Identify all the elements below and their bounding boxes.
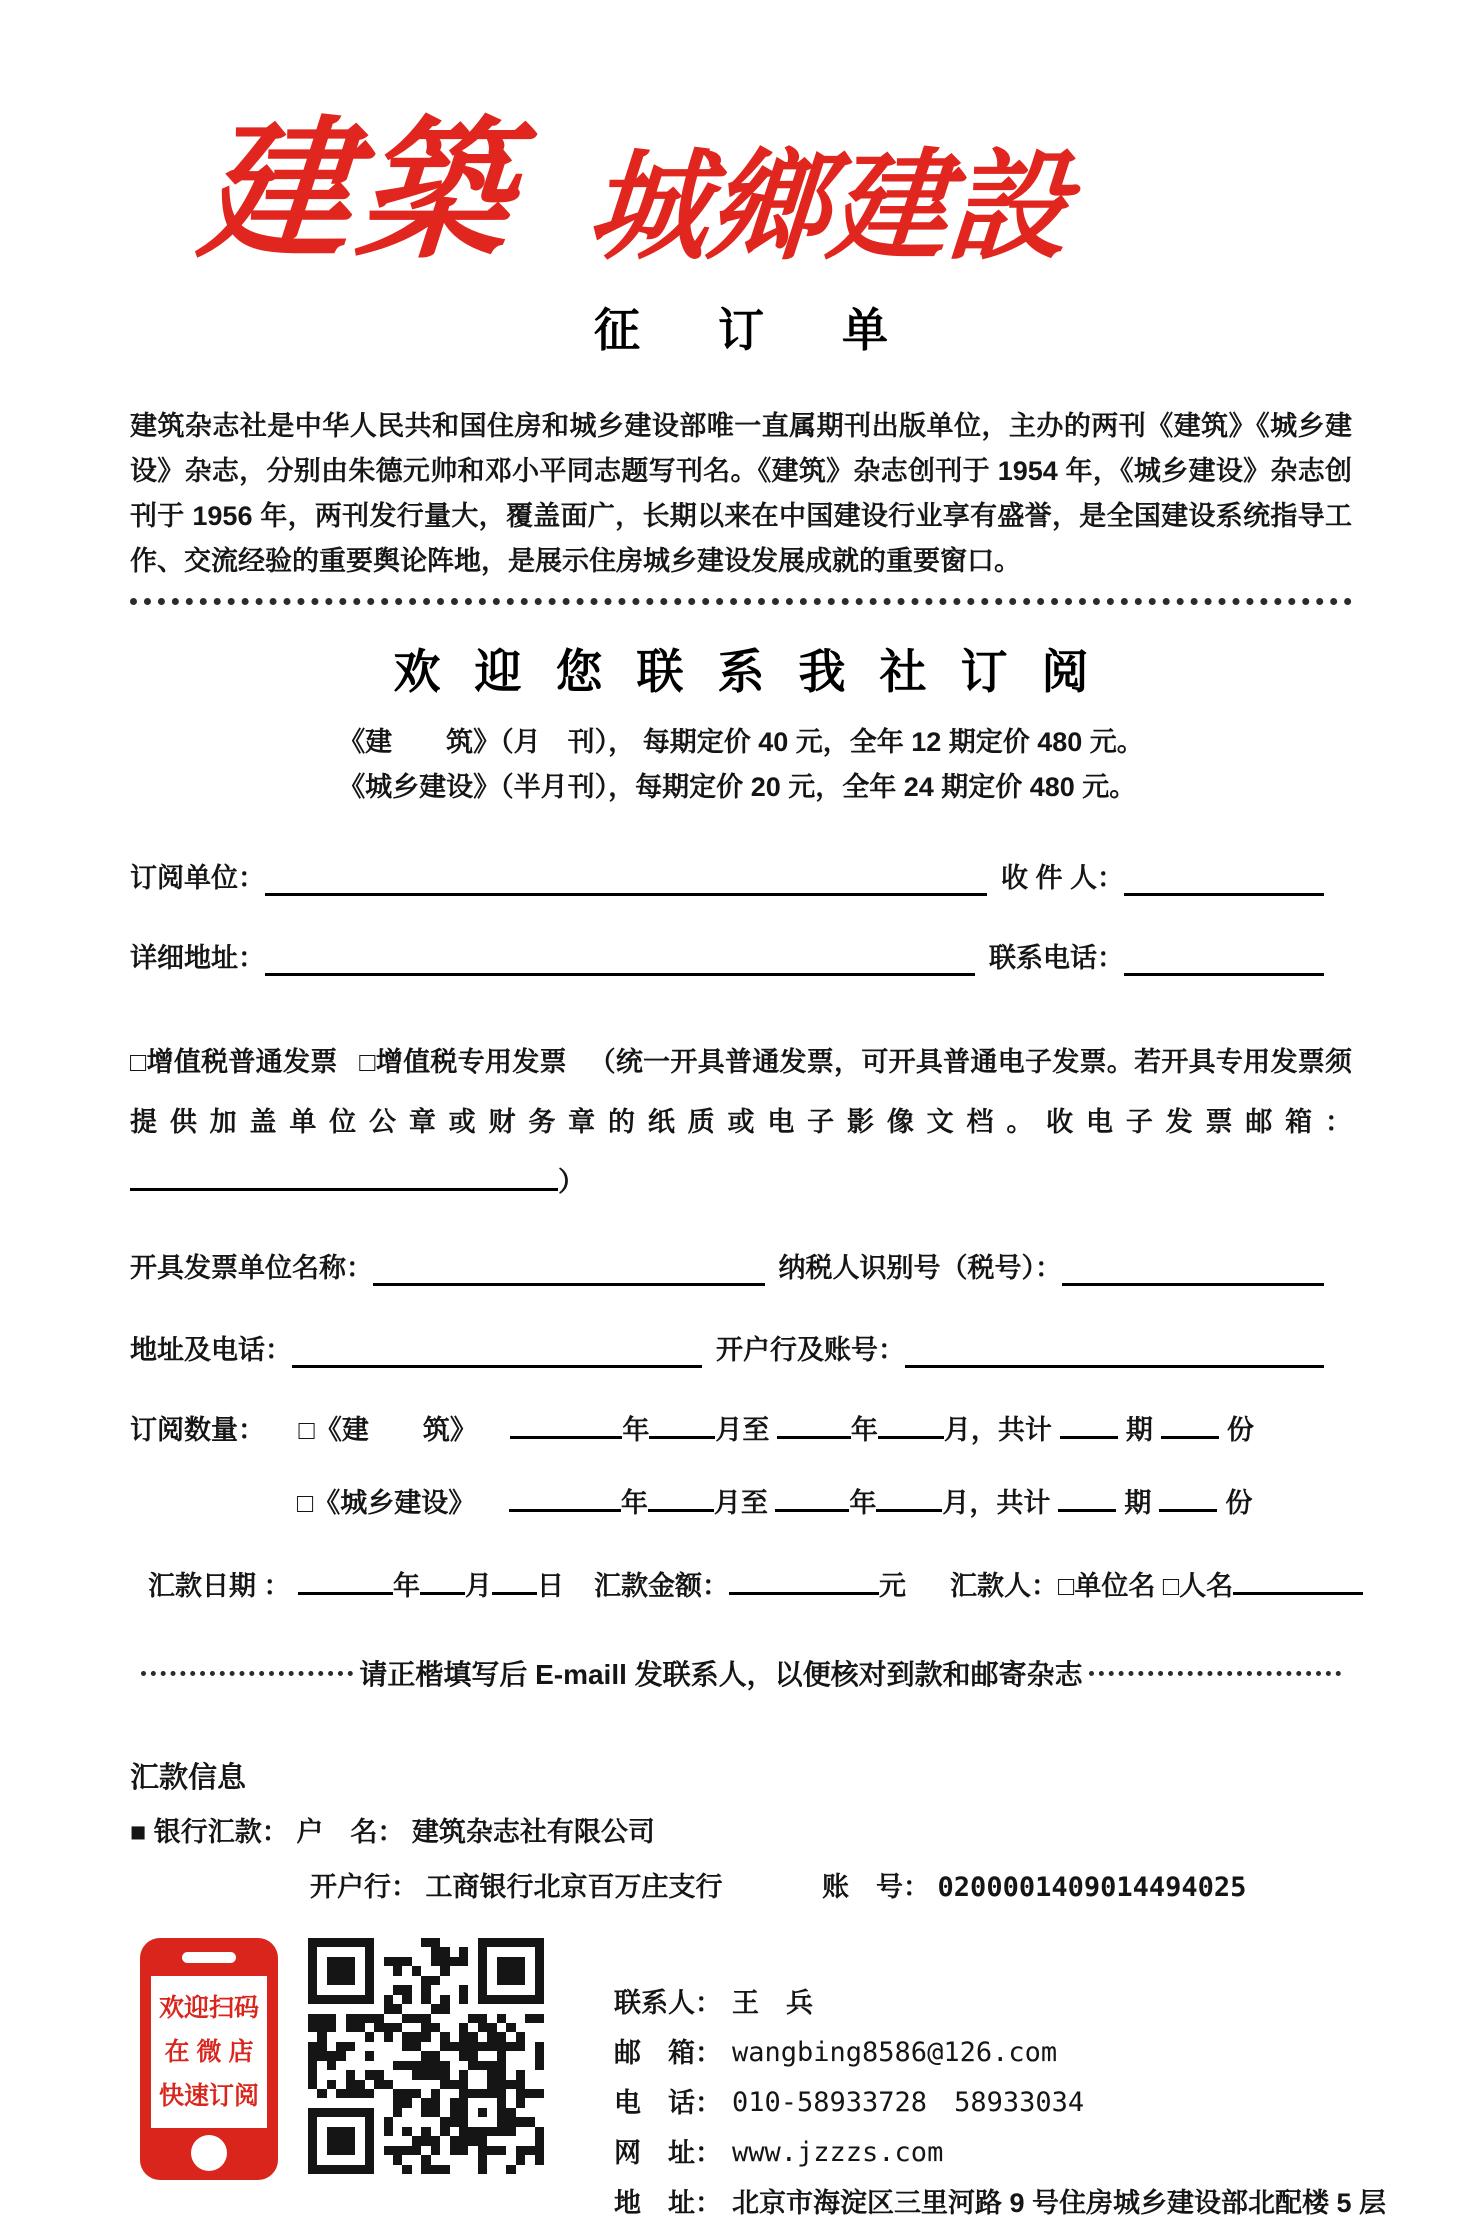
phone-badge-line: 在 微 店 <box>164 2038 254 2066</box>
chengxiang-jianshe-magazine-logo: 城鄉建設 <box>583 141 1073 274</box>
addr-tel-row <box>130 1332 1352 1368</box>
blank-total-periods[interactable] <box>1058 1484 1116 1512</box>
contact-website-value: www.jzzzs.com <box>732 2137 944 2168</box>
contact-row-phone <box>614 2078 1386 2128</box>
phone-badge-line: 快速订阅 <box>158 2082 259 2110</box>
jianzhu-magazine-logo: 建築 <box>194 108 522 276</box>
bank-label: 开户行： <box>310 1872 418 1902</box>
contact-email-label: 邮 箱： <box>614 2038 722 2068</box>
year-label: 年 <box>393 1571 421 1601</box>
welcome-heading: 欢迎您联系我社订阅 <box>393 647 1123 699</box>
contact-row-person <box>614 1978 1386 2028</box>
tax-id-label: 纳税人识别号（税号）： <box>778 1253 1062 1283</box>
blank-copies[interactable] <box>1161 1411 1219 1439</box>
blank-remitter-name[interactable] <box>1233 1567 1363 1595</box>
bank-transfer-label: ■ 银行汇款： <box>130 1817 289 1847</box>
blank-year-to[interactable] <box>775 1484 849 1512</box>
blank-remit-month[interactable] <box>420 1567 465 1595</box>
day-label: 日 <box>537 1571 565 1601</box>
qty-label: 订阅数量： <box>130 1415 265 1445</box>
contact-phone-label: 电 话： <box>614 2088 722 2118</box>
note-dots-right <box>1089 1671 1341 1676</box>
contact-info-block <box>614 1978 1386 2228</box>
note-dots-left <box>141 1671 353 1676</box>
bank-transfer-row <box>130 1810 1352 1849</box>
magazine-logos <box>194 78 1352 276</box>
remitter-person-checkbox[interactable]: □人名 <box>1162 1571 1234 1601</box>
invoice-note-close: ） <box>558 1167 585 1197</box>
contact-row-address <box>614 2178 1386 2228</box>
phone-speaker-icon <box>182 1952 236 1963</box>
blank-subscriber-unit[interactable] <box>265 860 987 896</box>
contact-row-email <box>614 2028 1386 2078</box>
month-total-label: 月，共计 <box>942 1488 1051 1518</box>
price-line-jianzhu: 《建 筑》（月 刊）， 每期定价 40 元，全年 12 期定价 480 元。 <box>338 727 1144 757</box>
blank-month-from[interactable] <box>648 1484 714 1512</box>
price-block <box>130 720 1352 810</box>
contact-phone-label: 联系电话： <box>989 943 1124 973</box>
blank-invoice-company[interactable] <box>373 1250 765 1286</box>
detailed-address-label: 详细地址： <box>130 943 265 973</box>
invoice-company-label: 开具发票单位名称： <box>130 1253 373 1283</box>
bank-value: 工商银行北京百万庄支行 <box>425 1872 723 1902</box>
contact-website-label: 网 址： <box>614 2138 722 2168</box>
year-label: 年 <box>850 1415 878 1445</box>
intro-paragraph: 建筑杂志社是中华人民共和国住房和城乡建设部唯一直属期刊出版单位，主办的两刊《建筑》《城乡建设》杂志，分别由朱德元帅和邓小平同志题写刊名。《建筑》杂志创刊于 1954 年，《城乡建设》杂志创刊于 1956 年，两刊发行量大，覆盖面广，长期以来在中国建设行业享有盛誉，是全国建设系统指导工作、交流经验的重要舆论阵地，是展示住房城乡建设发展成就的重要窗口。 <box>130 411 1352 576</box>
contact-phone-value: 010-58933728 58933034 <box>732 2087 1085 2118</box>
remittance-info-heading: 汇款信息 <box>130 1762 247 1794</box>
year-label: 年 <box>849 1488 877 1518</box>
account-no-label: 账 号： <box>822 1872 931 1902</box>
invoice-company-row <box>130 1250 1352 1286</box>
blank-remit-day[interactable] <box>492 1567 537 1595</box>
qty-row-chengxiang <box>130 1481 1352 1520</box>
blank-tax-id[interactable] <box>1062 1250 1324 1286</box>
blank-total-periods[interactable] <box>1060 1411 1118 1439</box>
address-row <box>130 940 1352 976</box>
recipient-label: 收 件 人： <box>1000 863 1124 893</box>
month-total-label: 月，共计 <box>943 1415 1052 1445</box>
qty-row-jianzhu <box>130 1408 1352 1447</box>
phone-home-button-icon <box>191 2135 227 2171</box>
blank-month-to[interactable] <box>878 1411 944 1439</box>
blank-year-from[interactable] <box>509 1484 621 1512</box>
vat-general-invoice-checkbox[interactable]: □增值税普通发票 <box>130 1047 338 1077</box>
blank-year-from[interactable] <box>510 1411 622 1439</box>
copies-label: 份 <box>1225 1488 1253 1518</box>
blank-bank-account[interactable] <box>905 1332 1324 1368</box>
subscription-form-page <box>0 78 1472 2218</box>
phone-badge-line: 欢迎扫码 <box>158 1994 259 2022</box>
year-label: 年 <box>622 1415 650 1445</box>
blank-month-to[interactable] <box>876 1484 942 1512</box>
contact-email-value: wangbing8586@126.com <box>732 2037 1058 2068</box>
jianzhu-checkbox[interactable]: □《建 筑》 <box>298 1415 477 1445</box>
blank-detailed-address[interactable] <box>265 940 975 976</box>
subscriber-row <box>130 860 1352 896</box>
month-to-label: 月至 <box>713 1488 768 1518</box>
contact-person-label: 联系人： <box>614 1988 722 2018</box>
blank-year-to[interactable] <box>777 1411 851 1439</box>
month-to-label: 月至 <box>715 1415 770 1445</box>
fill-note-line <box>130 1653 1352 1693</box>
remitter-label: 汇款人： <box>950 1571 1059 1601</box>
blank-contact-phone[interactable] <box>1124 940 1324 976</box>
blank-remit-year[interactable] <box>298 1567 393 1595</box>
period-label: 期 <box>1125 1415 1153 1445</box>
remitter-unit-checkbox[interactable]: □单位名 <box>1058 1571 1156 1601</box>
month-label: 月 <box>465 1571 493 1601</box>
fill-note-text: 请正楷填写后 E-maill 发联系人，以便核对到款和邮寄杂志 <box>359 1659 1083 1690</box>
remittance-row <box>130 1564 1352 1603</box>
blank-invoice-email[interactable] <box>130 1163 558 1191</box>
vat-special-invoice-checkbox[interactable]: □增值税专用发票 <box>359 1047 567 1077</box>
yuan-label: 元 <box>879 1571 907 1601</box>
account-name-label: 户 名： <box>296 1817 405 1847</box>
account-no-value: 0200001409014494025 <box>937 1872 1247 1903</box>
invoice-note-text: （统一开具普通发票，可开具普通电子发票。若开具专用发票须提供加盖单位公章或财务章的纸质或电子影像文档。收电子发票邮箱： <box>130 1047 1352 1137</box>
addr-tel-label: 地址及电话： <box>130 1335 292 1365</box>
qr-code <box>308 1938 544 2174</box>
phone-badge-icon <box>140 1938 278 2180</box>
bank-account-label: 开户行及账号： <box>716 1335 905 1365</box>
remit-date-label: 汇款日期 ： <box>148 1571 291 1601</box>
blank-recipient[interactable] <box>1124 860 1324 896</box>
blank-addr-tel[interactable] <box>292 1332 702 1368</box>
chengxiang-checkbox[interactable]: □《城乡建设》 <box>297 1488 476 1518</box>
bank-detail-row <box>130 1865 1352 1904</box>
copies-label: 份 <box>1226 1415 1254 1445</box>
phone-screen <box>151 1976 267 2128</box>
contact-address-value: 北京市海淀区三里河路 9 号住房城乡建设部北配楼 5 层 <box>732 2188 1387 2218</box>
form-title: 征订单 <box>594 305 966 356</box>
remit-amount-label: 汇款金额： <box>594 1571 730 1601</box>
blank-month-from[interactable] <box>649 1411 715 1439</box>
subscriber-unit-label: 订阅单位： <box>130 863 265 893</box>
dotted-separator <box>130 598 1352 605</box>
footer <box>130 1938 1387 2228</box>
blank-copies[interactable] <box>1159 1484 1217 1512</box>
contact-address-label: 地 址： <box>614 2188 722 2218</box>
price-line-chengxiang: 《城乡建设》（半月刊），每期定价 20 元，全年 24 期定价 480 元。 <box>338 772 1137 802</box>
account-name-value: 建筑杂志社有限公司 <box>411 1817 655 1847</box>
period-label: 期 <box>1124 1488 1152 1518</box>
invoice-options-paragraph <box>130 1032 1352 1212</box>
year-label: 年 <box>620 1488 648 1518</box>
blank-remit-amount[interactable] <box>729 1567 879 1595</box>
contact-person-value: 王 兵 <box>732 1988 813 2018</box>
contact-row-website <box>614 2128 1386 2178</box>
